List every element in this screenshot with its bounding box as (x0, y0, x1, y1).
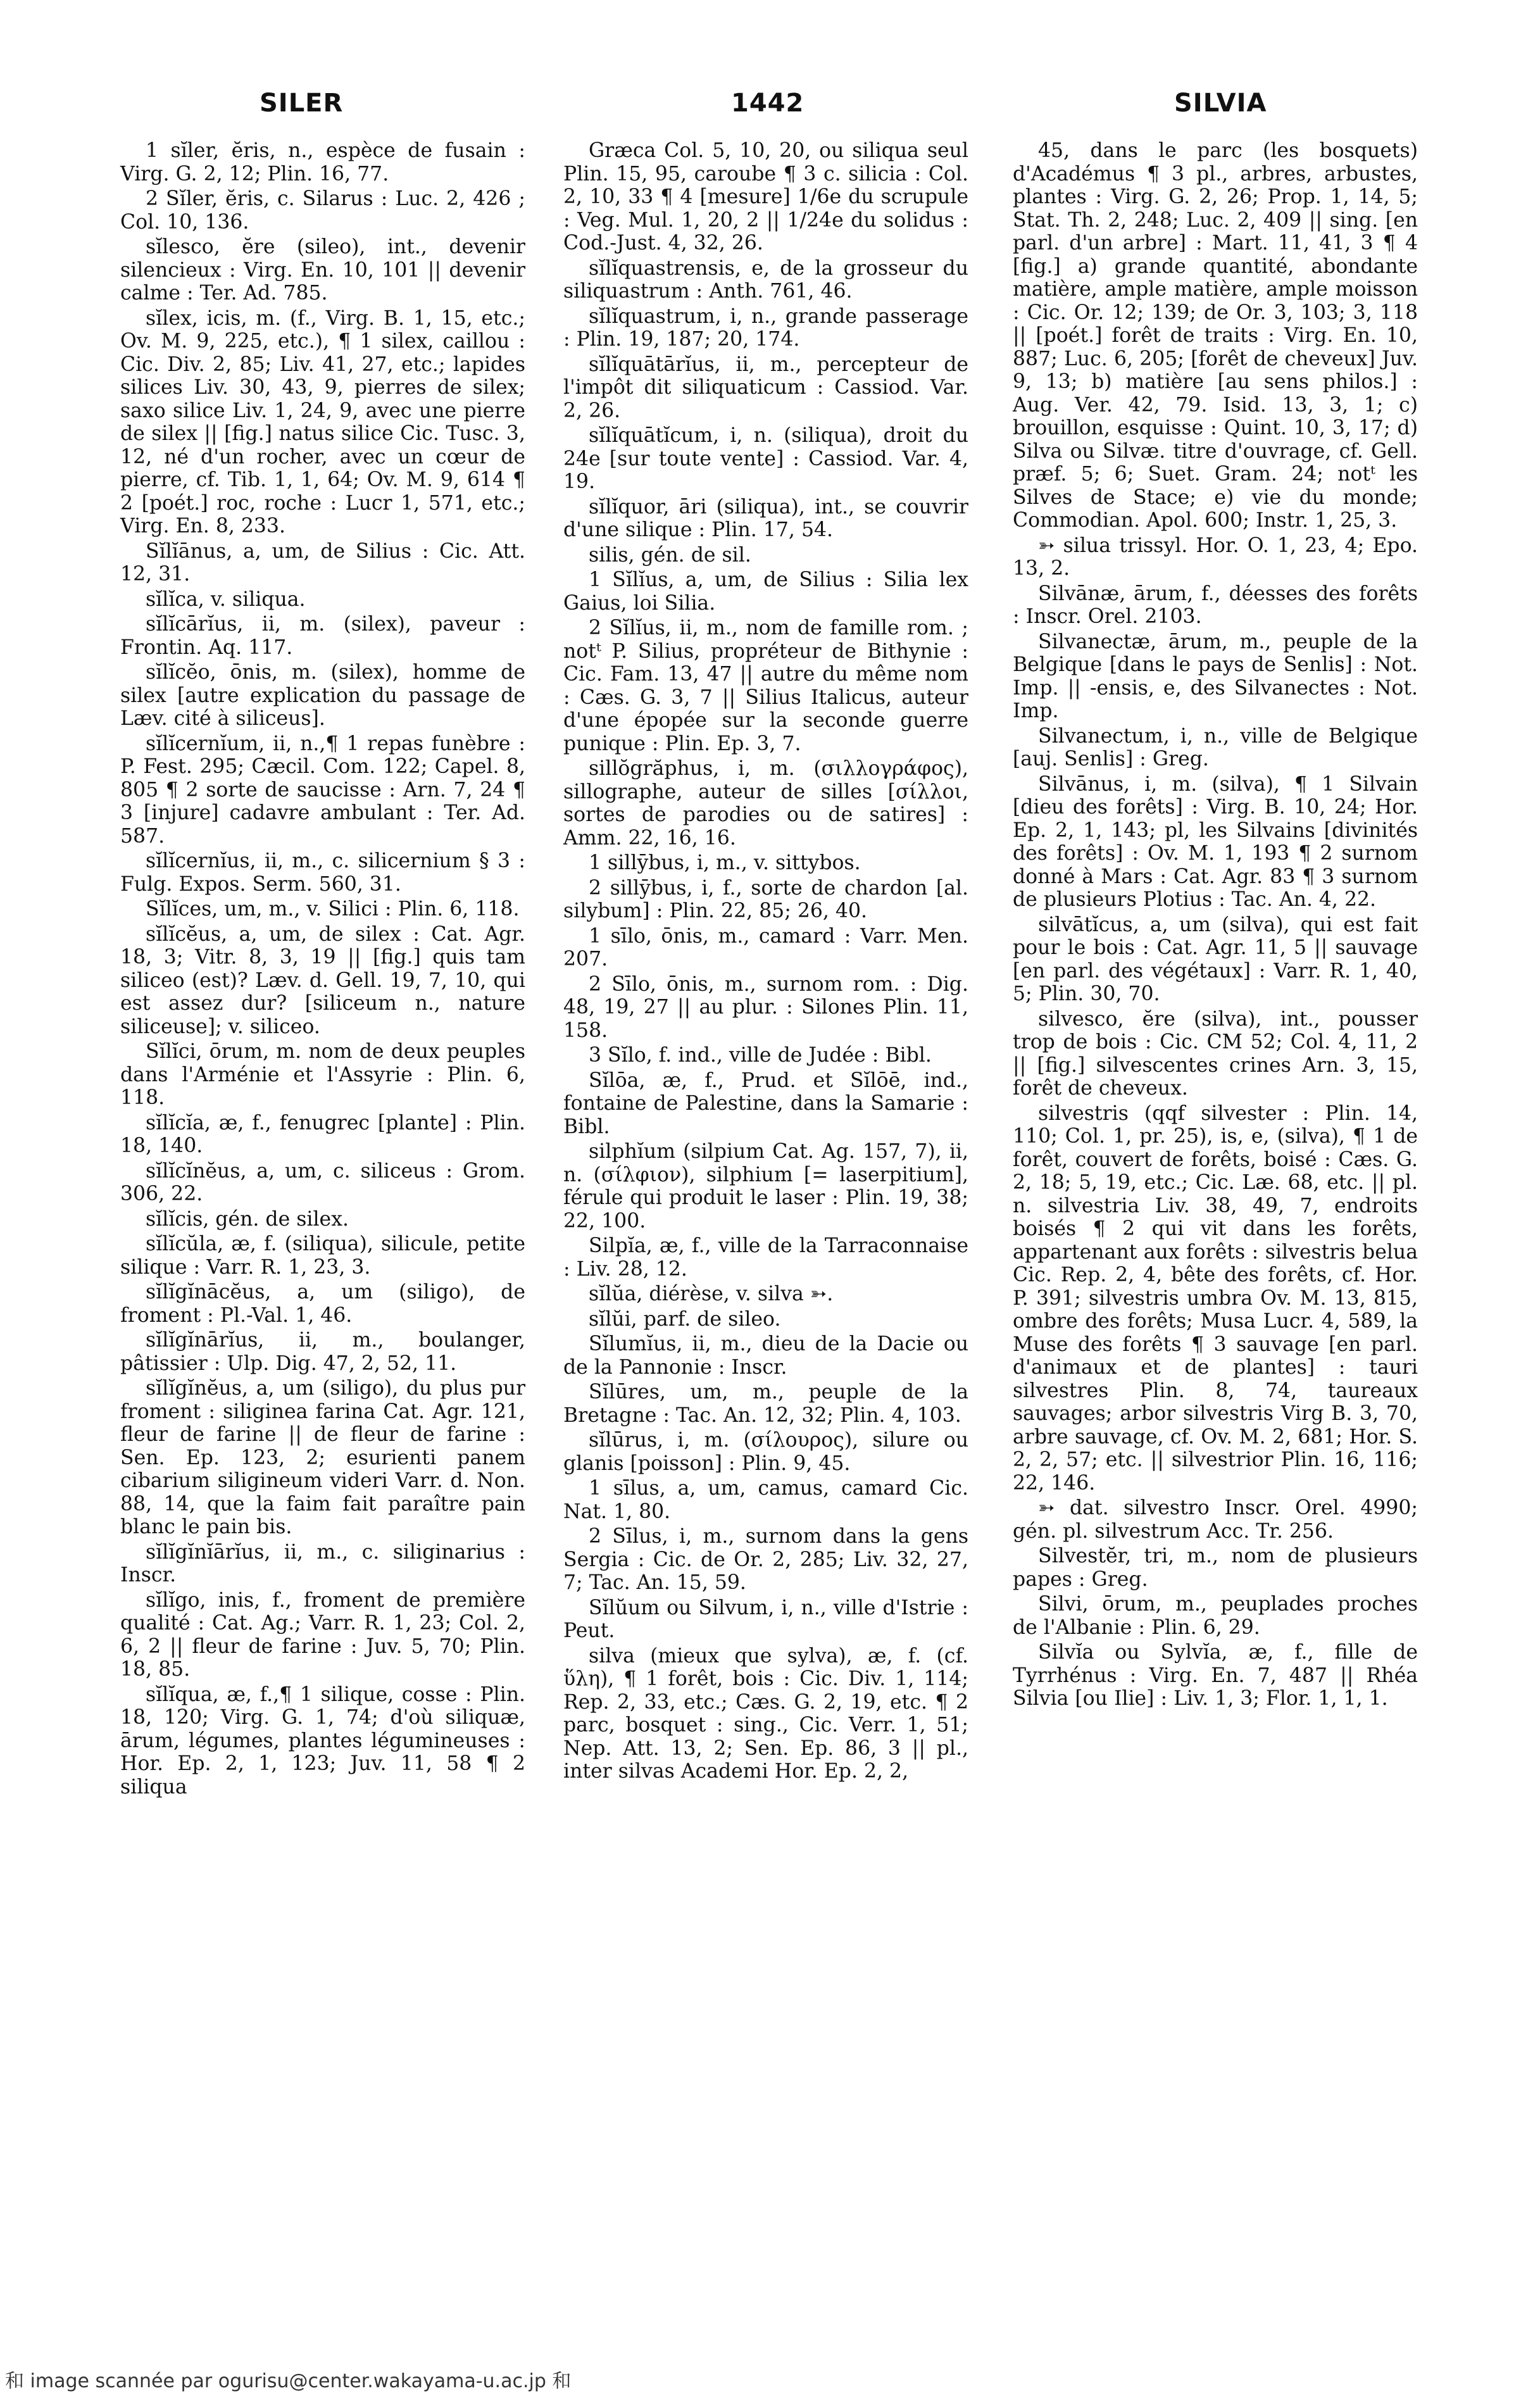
dictionary-entry: Sĭlŭum ou Silvum, i, n., ville d'Istrie : Peut. (563, 1596, 975, 1642)
dictionary-entry: silis, gén. de sil. (589, 543, 751, 567)
dictionary-entry: sĭlĭcis, gén. de silex. (146, 1207, 349, 1231)
scan-credit-footer: 和 image scannée par ogurisu@center.wakayama-u.ac.jp 和 (5, 2370, 572, 2392)
dictionary-entry: silvesco, ĕre (silva), int., pousser trop de bois : Cic. CM 52; Col. 4, 11, 2 || [fig.] silvescentes crines Arn. 3, 15, forêt de cheveux. (1013, 1007, 1425, 1100)
dictionary-entry: sĭlĭquātārĭus, ii, m., percepteur de l'impôt dit siliquaticum : Cassiod. Var. 2, 26. (563, 353, 975, 422)
dictionary-entry: sĭlĭcĭa, æ, f., fenugrec [plante] : Plin. 18, 140. (120, 1111, 532, 1157)
dictionary-entry: 3 Sĭlo, f. ind., ville de Judée : Bibl. (589, 1044, 932, 1067)
dictionary-entry: sĭlĭcĕus, a, um, de silex : Cat. Agr. 18, 3; Vitr. 8, 3, 19 || [fig.] quis tam siliceo (est)? Læv. d. Gell. 19, 7, 10, qui est assez dur? [siliceum n., nature siliceuse]; v. siliceo. (120, 922, 532, 1038)
dictionary-entry: Silvi, ōrum, m., peuplades proches de l'Albanie : Plin. 6, 29. (1013, 1593, 1425, 1639)
dictionary-entry: 45, dans le parc (les bosquets) d'Académus ¶ 3 pl., arbres, arbustes, plantes : Virg. G. 2, 26; Prop. 1, 14, 5; Stat. Th. 2, 248; Luc. 2, 409 || sing. [en parl. d'un arbre] : Mart. 11, 41, 3 ¶ 4 [fig.] a) grande quantité, abondante matière, ample matière, ample moisson : Cic. Or. 12; 139; de Or. 3, 103; 3, 118 || [poét.] forêt de traits : Virg. En. 10, 887; Luc. 6, 205; [forêt de cheveux] Juv. 9, 13; b) matière [au sens philos.] : Aug. Ver. 42, 79. Isid. 13, 3, 1; c) brouillon, esquisse : Quint. 10, 3, 17; d) Silva ou Silvæ. titre d'ouvrage, cf. Gell. præf. 5; 6; Suet. Gram. 24; notᵗ les Silves de Stace; e) vie du monde; Commodian. Apol. 600; Instr. 1, 25, 3. (1013, 139, 1425, 532)
dictionary-entry: sĭlĭgĭnĭārĭus, ii, m., c. siliginarius : Inscr. (120, 1540, 532, 1586)
dictionary-entry: 1 Sĭlĭus, a, um, de Silius : Silia lex Gaius, loi Silia. (563, 568, 975, 615)
dictionary-entry: sĭlĭcŭla, æ, f. (siliqua), silicule, petite silique : Varr. R. 1, 23, 3. (120, 1233, 532, 1279)
column-3 (1013, 139, 1425, 2247)
dictionary-entry: silphĭum (silpium Cat. Ag. 157, 7), ii, n. (σίλφιον), silphium [= laserpitium], férule qui produit le laser : Plin. 19, 38; 22, 100. (563, 1140, 975, 1233)
dictionary-entry: sĭlĭcārĭus, ii, m. (silex), paveur : Frontin. Aq. 117. (120, 613, 532, 659)
dictionary-entry: Silvanectum, i, n., ville de Belgique [auj. Senlis] : Greg. (1013, 724, 1425, 770)
dictionary-entry: sĭlŭa, diérèse, v. silva ➳. (589, 1283, 834, 1305)
dictionary-entry: Sĭlĭces, um, m., v. Silici : Plin. 6, 118. (146, 898, 520, 920)
dictionary-entry: 1 sīlo, ōnis, m., camard : Varr. Men. 207. (563, 924, 975, 970)
dictionary-entry: sĭlĭquastrum, i, n., grande passerage : Plin. 19, 187; 20, 174. (563, 304, 975, 351)
dictionary-entry: ➳ dat. silvestro Inscr. Orel. 4990; gén. pl. silvestrum Acc. Tr. 256. (1013, 1497, 1425, 1543)
dictionary-entry: sĭlĭgĭnācĕus, a, um (siligo), de froment : Pl.-Val. 1, 46. (120, 1281, 532, 1327)
dictionary-entry: 2 sillȳbus, i, f., sorte de chardon [al. silybum] : Plin. 22, 85; 26, 40. (563, 876, 975, 922)
dictionary-entry: Silpĭa, æ, f., ville de la Tarraconnaise : Liv. 28, 12. (563, 1234, 975, 1281)
dictionary-entry: sĭlex, icis, m. (f., Virg. B. 1, 15, etc.; Ov. M. 9, 225, etc.), ¶ 1 silex, caillou : Cic. Div. 2, 85; Liv. 41, 27, etc.; lapides silices Liv. 30, 43, 9, pierres de silex; saxo silice Liv. 1, 24, 9, avec une pierre de silex || [fig.] natus silice Cic. Tusc. 3, 12, né d'un rocher, avec un cœur de pierre, cf. Tib. 1, 1, 64; Ov. M. 9, 614 ¶ 2 [poét.] roc, roche : Lucr 1, 571, etc.; Virg. En. 8, 233. (120, 306, 532, 537)
dictionary-entry: sĭlĭcernĭus, ii, m., c. silicernium § 3 : Fulg. Expos. Serm. 560, 31. (120, 850, 532, 896)
dictionary-entry: sĭlĭqua, æ, f.,¶ 1 silique, cosse : Plin. 18, 120; Virg. G. 1, 74; d'où siliquæ, ārum, légumes, plantes légumineuses : Hor. Ep. 2, 1, 123; Juv. 11, 58 ¶ 2 siliqua (120, 1683, 532, 1798)
dictionary-entry: sĭlĭca, v. siliqua. (146, 587, 306, 611)
dictionary-entry: Silvanectæ, ārum, m., peuple de la Belgique [dans le pays de Senlis] : Not. Imp. || -ensis, e, des Silvanectes : Not. Imp. (1013, 630, 1425, 722)
column-1 (120, 139, 532, 2247)
dictionary-entry: Sĭlōa, æ, f., Prud. et Sĭlōē, ind., fontaine de Palestine, dans la Samarie : Bibl. (563, 1069, 975, 1138)
dictionary-entry: 2 Sĭlĭus, ii, m., nom de famille rom. ; notᵗ P. Silius, propréteur de Bithynie : Cic. Fam. 13, 47 || autre du même nom : Cæs. G. 3, 7 || Silius Italicus, auteur d'une épopée sur la seconde guerre punique : Plin. Ep. 3, 7. (563, 617, 975, 755)
dictionary-entry: Græca Col. 5, 10, 20, ou siliqua seul Plin. 15, 95, caroube ¶ 3 c. silicia : Col. 2, 10, 33 ¶ 4 [mesure] 1/6e du scrupule : Veg. Mul. 1, 20, 2 || 1/24e du solidus : Cod.-Just. 4, 32, 26. (563, 139, 975, 254)
dictionary-entry: Silvĭa ou Sylvĭa, æ, f., fille de Tyrrhénus : Virg. En. 7, 487 || Rhéa Silvia [ou Ilie] : Liv. 1, 3; Flor. 1, 1, 1. (1013, 1641, 1425, 1710)
dictionary-entry: 1 sīlus, a, um, camus, camard Cic. Nat. 1, 80. (563, 1477, 975, 1523)
dictionary-entry: 2 Sīlo, ōnis, m., surnom rom. : Dig. 48, 19, 27 || au plur. : Silones Plin. 11, 158. (563, 972, 975, 1042)
dictionary-entry: sĭlesco, ĕre (sileo), int., devenir silencieux : Virg. En. 10, 101 || devenir calme : Ter. Ad. 785. (120, 235, 532, 304)
dictionary-entry: sĭlĭcĕo, ōnis, m. (silex), homme de silex [autre explication du passage de Læv. cité à siliceus]. (120, 661, 532, 730)
header-left-guideword: SILER (260, 89, 344, 118)
dictionary-entry: 1 sillȳbus, i, m., v. sittybos. (589, 851, 861, 874)
dictionary-entry: sĭlūrus, i, m. (σίλουρος), silure ou glanis [poisson] : Plin. 9, 45. (563, 1429, 975, 1475)
dictionary-entry: ➳ silua trissyl. Hor. O. 1, 23, 4; Epo. 13, 2. (1013, 534, 1425, 580)
dictionary-entry: Silvestĕr, tri, m., nom de plusieurs papes : Greg. (1013, 1545, 1425, 1591)
dictionary-entry: sĭlĭcernĭum, ii, n.,¶ 1 repas funèbre : P. Fest. 295; Cæcil. Com. 122; Capel. 8, 805 ¶ 2 sorte de saucisse : Arn. 7, 24 ¶ 3 [injure] cadavre ambulant : Ter. Ad. 587. (120, 732, 532, 848)
dictionary-entry: sĭlĭcĭnĕus, a, um, c. siliceus : Grom. 306, 22. (120, 1159, 532, 1205)
header-right-guideword: SILVIA (1174, 89, 1267, 118)
dictionary-entry: sĭlŭi, parf. de sileo. (589, 1307, 781, 1331)
dictionary-entry: Sĭlumĭus, ii, m., dieu de la Dacie ou de la Pannonie : Inscr. (563, 1333, 975, 1379)
dictionary-columns (120, 139, 1424, 2247)
dictionary-entry: sĭlĭgĭnārĭus, ii, m., boulanger, pâtissier : Ulp. Dig. 47, 2, 52, 11. (120, 1329, 532, 1375)
dictionary-entry: sĭlĭquor, āri (siliqua), int., se couvrir d'une silique : Plin. 17, 54. (563, 495, 975, 541)
dictionary-entry: sĭlĭquātĭcum, i, n. (siliqua), droit du 24e [sur toute vente] : Cassiod. Var. 4, 19. (563, 424, 975, 493)
dictionary-entry: sĭlĭgo, inis, f., froment de première qualité : Cat. Ag.; Varr. R. 1, 23; Col. 2, 6, 2 || fleur de farine : Juv. 5, 70; Plin. 18, 85. (120, 1588, 532, 1681)
dictionary-entry: silvestris (qqf silvester : Plin. 14, 110; Col. 1, pr. 25), is, e, (silva), ¶ 1 de forêt, couvert de forêts, boisé : Cæs. G. 2, 18; 5, 19, etc.; Cic. Læ. 68, etc. || pl. n. silvestria Liv. 38, 49, 7, endroits boisés ¶ 2 qui vit dans les forêts, appartenant aux forêts : silvestris belua Cic. Rep. 2, 4, bête des forêts, cf. Hor. P. 391; silvestris umbra Ov. M. 13, 815, ombre des forêts; Musa Lucr. 4, 589, la Muse des forêts ¶ 3 sauvage [en parl. d'animaux et de plantes] : tauri silvestres Plin. 8, 74, taureaux sauvages; arbor silvestris Virg B. 3, 70, arbre sauvage, cf. Ov. M. 2, 681; Hor. S. 2, 2, 57; etc. || silvestrior Plin. 16, 116; 22, 146. (1013, 1102, 1425, 1495)
dictionary-entry: 1 sĭler, ĕris, n., espèce de fusain : Virg. G. 2, 12; Plin. 16, 77. (120, 139, 532, 185)
page-number: 1442 (731, 89, 804, 118)
dictionary-entry: Silvānæ, ārum, f., déesses des forêts : Inscr. Orel. 2103. (1013, 582, 1425, 628)
dictionary-entry: Sĭlĭānus, a, um, de Silius : Cic. Att. 12, 31. (120, 539, 532, 586)
dictionary-entry: Silvānus, i, m. (silva), ¶ 1 Silvain [dieu des forêts] : Virg. B. 10, 24; Hor. Ep. 2, 1, 143; pl, les Silvains [divinités des forêts] : Ov. M. 1, 193 ¶ 2 surnom donné à Mars : Cat. Agr. 83 ¶ 3 surnom de plusieurs Plotius : Tac. An. 4, 22. (1013, 772, 1425, 911)
dictionary-entry: 2 Sĭler, ĕris, c. Silarus : Luc. 2, 426 ; Col. 10, 136. (120, 187, 532, 234)
dictionary-entry: sĭlĭgĭnĕus, a, um (siligo), du plus pur froment : siliginea farina Cat. Agr. 121, fleur de farine || de fleur de farine : Sen. Ep. 123, 2; esurienti panem cibarium siligineum videri Varr. d. Non. 88, 14, que la faim fait paraître pain blanc le pain bis. (120, 1377, 532, 1538)
page-header (0, 89, 1535, 127)
dictionary-entry: silvātĭcus, a, um (silva), qui est fait pour le bois : Cat. Agr. 11, 5 || sauvage [en parl. des végétaux] : Varr. R. 1, 40, 5; Plin. 30, 70. (1013, 913, 1425, 1005)
dictionary-entry: Sĭlūres, um, m., peuple de la Bretagne : Tac. An. 12, 32; Plin. 4, 103. (563, 1381, 975, 1427)
column-2 (563, 139, 975, 2247)
dictionary-entry: sĭlĭquastrensis, e, de la grosseur du siliquastrum : Anth. 761, 46. (563, 256, 975, 303)
dictionary-entry: silva (mieux que sylva), æ, f. (cf. ὕλη), ¶ 1 forêt, bois : Cic. Div. 1, 114; Rep. 2, 33, etc.; Cæs. G. 2, 19, etc. ¶ 2 parc, bosquet : sing., Cic. Verr. 1, 51; Nep. Att. 13, 2; Sen. Ep. 86, 3 || pl., inter silvas Academi Hor. Ep. 2, 2, (563, 1644, 975, 1783)
dictionary-entry: sillŏgrăphus, i, m. (σιλλογράφος), sillographe, auteur de silles [σίλλοι, sortes de parodies ou de satires] : Amm. 22, 16, 16. (563, 757, 975, 850)
dictionary-entry: 2 Sīlus, i, m., surnom dans la gens Sergia : Cic. de Or. 2, 285; Liv. 32, 27, 7; Tac. An. 15, 59. (563, 1525, 975, 1594)
dictionary-entry: Sĭlĭci, ōrum, m. nom de deux peuples dans l'Arménie et l'Assyrie : Plin. 6, 118. (120, 1040, 532, 1109)
